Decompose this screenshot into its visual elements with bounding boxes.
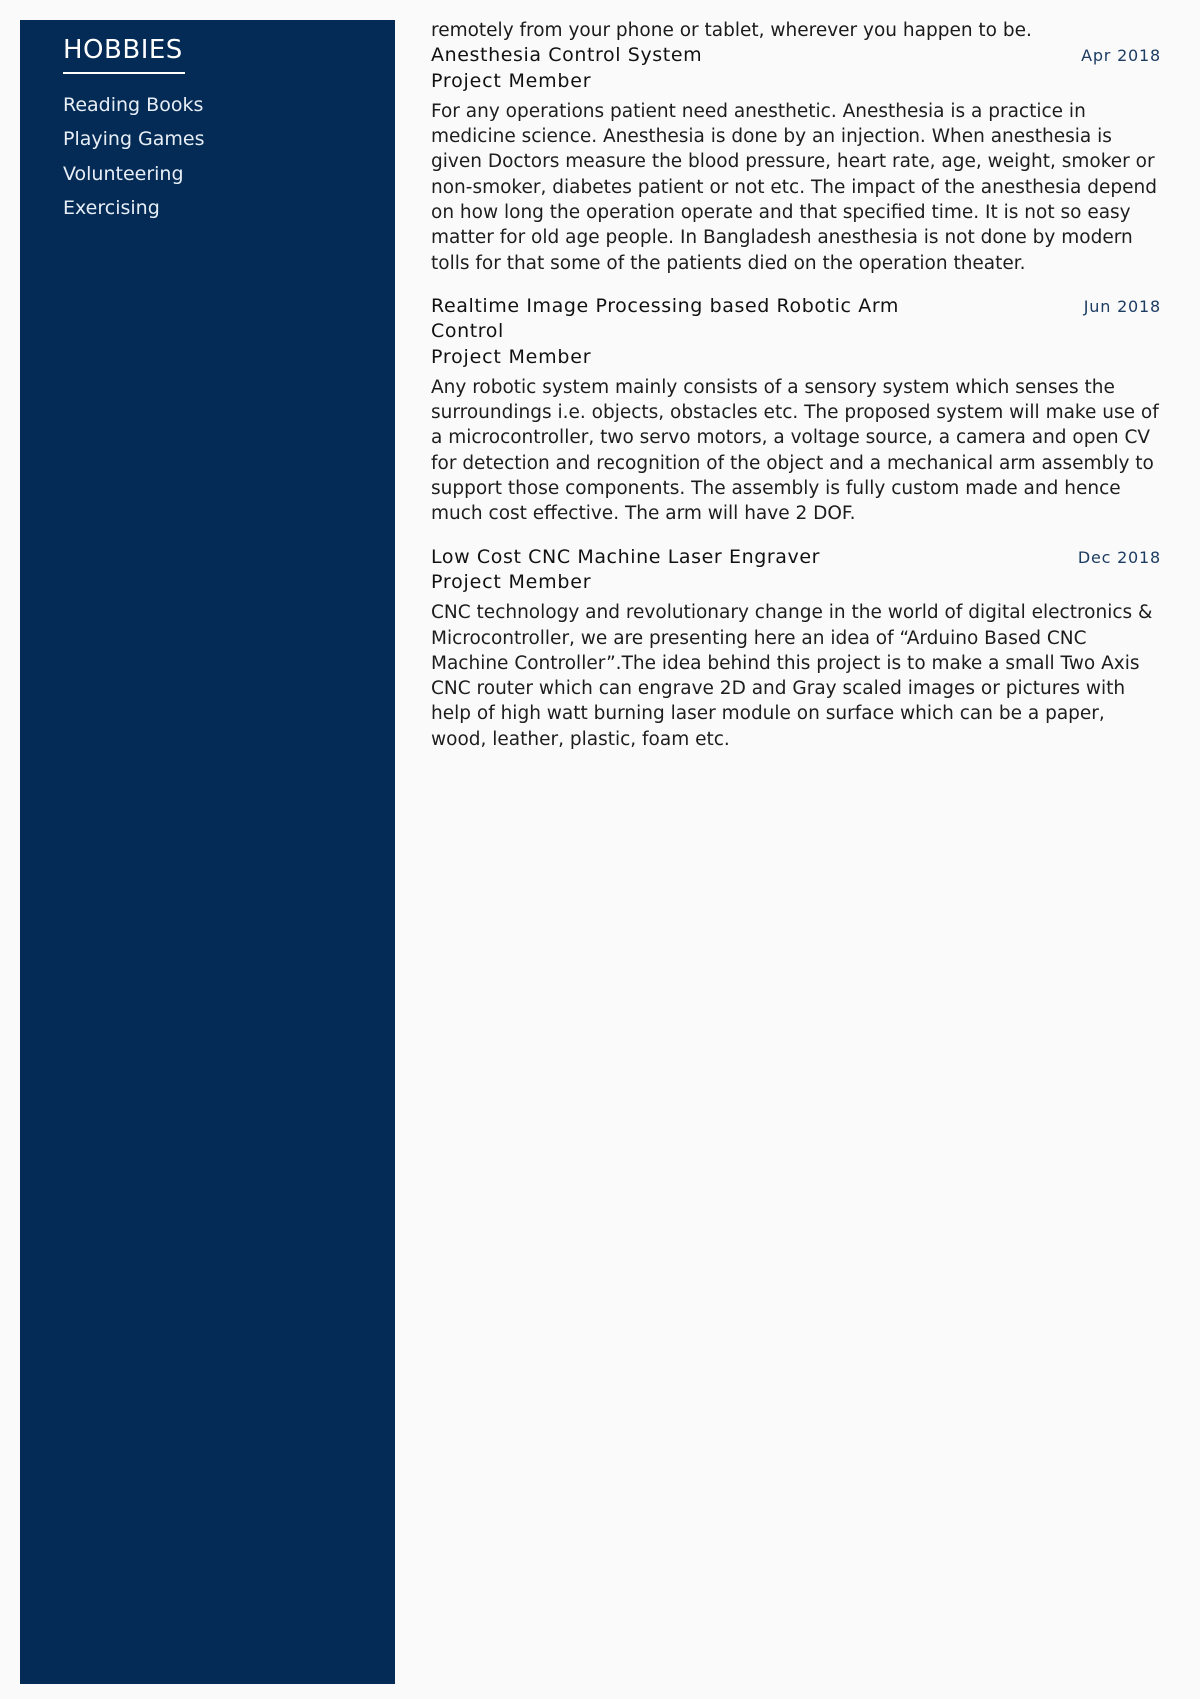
project-title: Anesthesia Control System — [431, 44, 703, 67]
heading-underline — [63, 72, 185, 74]
project-header — [431, 43, 1161, 68]
project-date: Jun 2018 — [1083, 296, 1161, 316]
project-title: Low Cost CNC Machine Laser Engraver — [431, 545, 821, 568]
project-description: Any robotic system mainly consists of a sensory system which senses the surroundings i.e. objects, obstacles etc. The proposed system will make use of a microcontroller, two servo motors, a voltage source, a camera and open CV for detection and recognition of the object and a mechanical arm assembly to support those components. The assembly is fully custom made and hence much cost effective. The arm will have 2 DOF. — [431, 376, 1159, 525]
project-role: Project Member — [431, 345, 592, 368]
project-title: Realtime Image Processing based Robotic Arm Control — [431, 294, 900, 343]
sidebar — [20, 20, 395, 1684]
hobby-item-playing-games: Playing Games — [63, 128, 205, 151]
project-description: For any operations patient need anesthetic. Anesthesia is a practice in medicine science. Anesthesia is done by an injection. When anesthesia is given Doctors measure the blood pressure, heart rate, age, weight, smoker or non-smoker, diabetes patient or not etc. The impact of the anesthesia depend on how long the operation operate and that specified time. It is not so easy matter for old age people. In Bangladesh anesthesia is not done by modern tolls for that some of the patients died on the operation theater. — [431, 100, 1157, 274]
project-header — [431, 294, 1161, 345]
project-entry — [431, 43, 1161, 276]
hobby-item-reading-books: Reading Books — [63, 93, 204, 116]
project-date: Dec 2018 — [1077, 547, 1161, 567]
main-content — [431, 18, 1161, 770]
intro-line: remotely from your phone or tablet, wherever you happen to be. — [431, 20, 1032, 41]
project-header — [431, 545, 1161, 570]
hobbies-list — [63, 88, 395, 226]
hobbies-heading: HOBBIES — [63, 35, 183, 65]
project-entry — [431, 294, 1161, 527]
hobby-item-volunteering: Volunteering — [63, 162, 184, 185]
project-entry — [431, 545, 1161, 752]
project-role: Project Member — [431, 69, 592, 92]
project-role: Project Member — [431, 570, 592, 593]
project-description: CNC technology and revolutionary change in the world of digital electronics & Microcontroller, we are presenting here an idea of “Arduino Based CNC Machine Controller”.The idea behind this project is to make a small Two Axis CNC router which can engrave 2D and Gray scaled images or pictures with help of high watt burning laser module on surface which can be a paper, wood, leather, plastic, foam etc. — [431, 602, 1153, 750]
project-date: Apr 2018 — [1081, 46, 1161, 66]
hobby-item-exercising: Exercising — [63, 197, 160, 220]
